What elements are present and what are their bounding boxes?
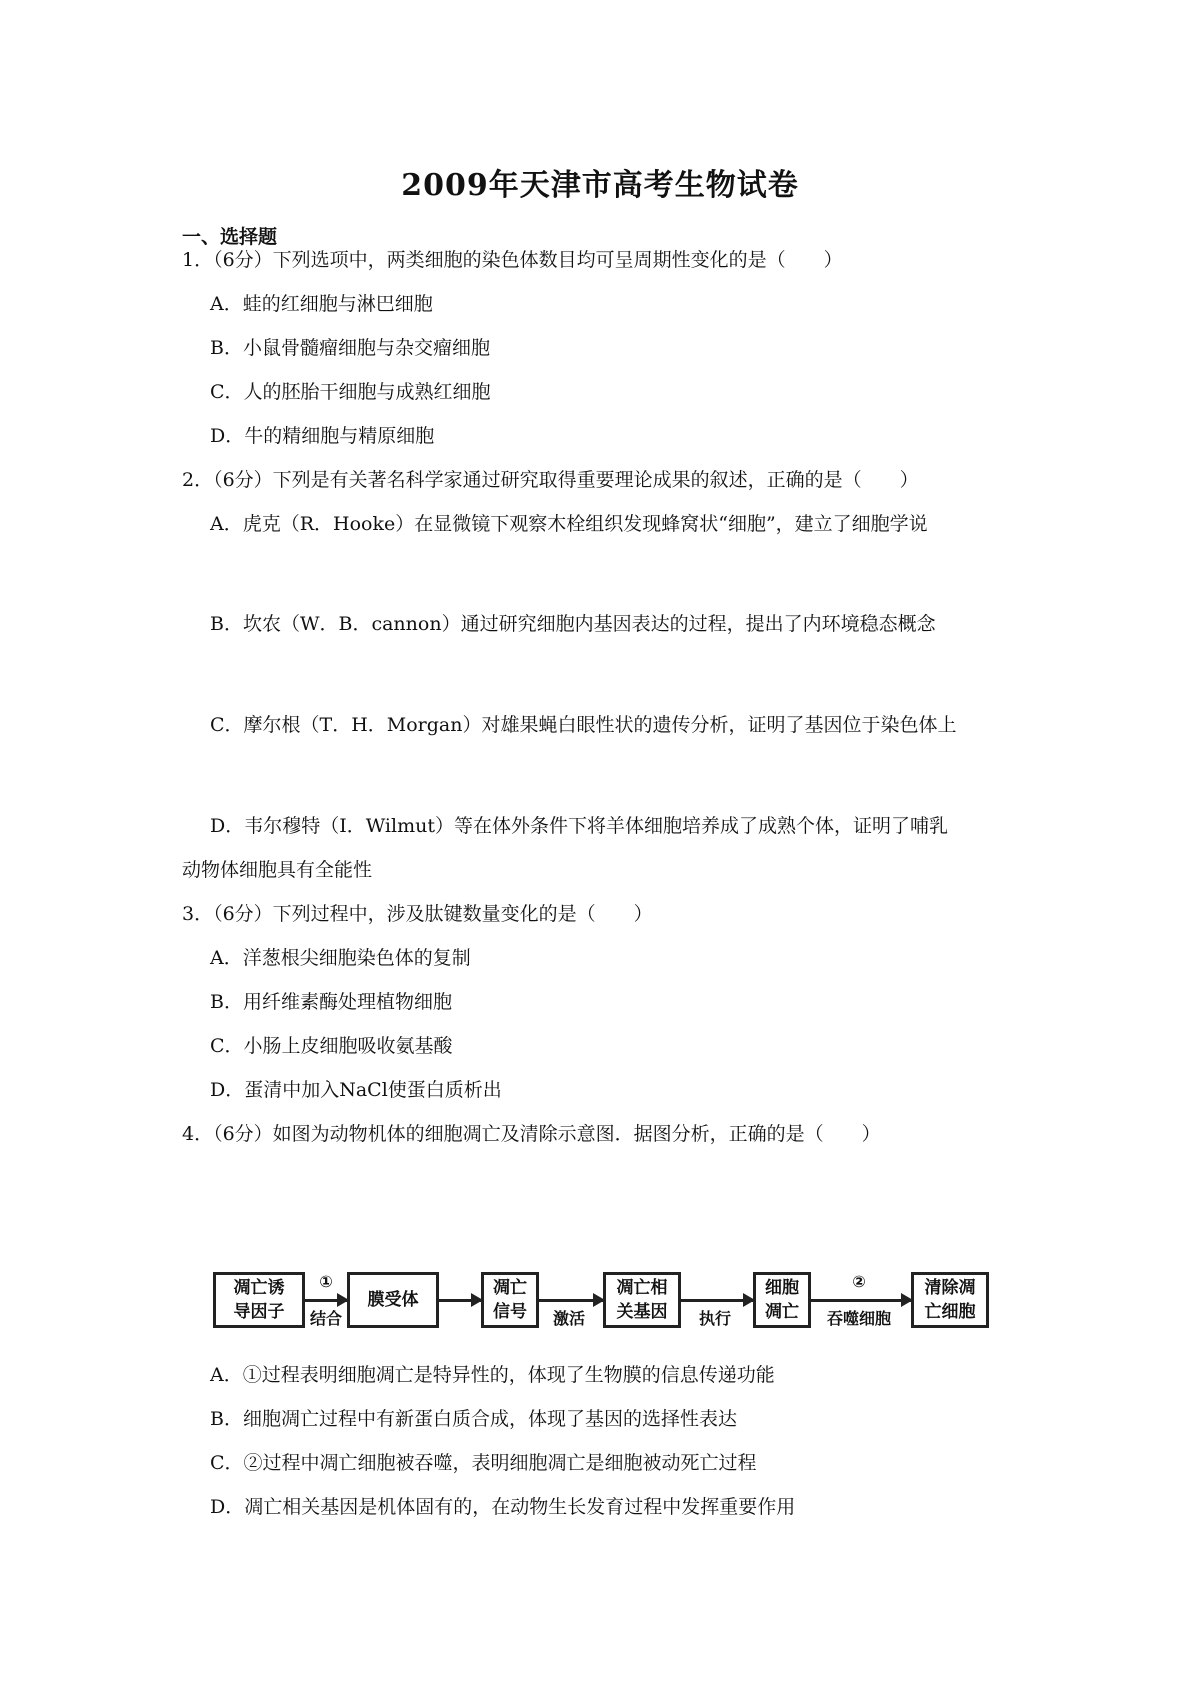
page-title: 2009年天津市高考生物试卷 [401, 168, 799, 203]
q4-option-a: A．①过程表明细胞凋亡是特异性的，体现了生物膜的信息传递功能 [210, 1364, 775, 1386]
box-line: 凋亡相 [616, 1278, 668, 1298]
diagram-arrow-2 [439, 1299, 481, 1302]
diagram-arrow-3 [539, 1299, 603, 1302]
diagram-arrow-5 [811, 1299, 911, 1302]
box-line: 凋亡 [493, 1278, 527, 1298]
box-line: 凋亡 [765, 1302, 799, 1322]
apoptosis-flow-diagram [213, 1270, 983, 1336]
arrow-5-bottom-label: 吞噬细胞 [826, 1309, 891, 1328]
box-line: 关基因 [616, 1302, 668, 1322]
q4-option-d: D．凋亡相关基因是机体固有的，在动物生长发育过程中发挥重要作用 [210, 1496, 796, 1518]
q1-option-b: B．小鼠骨髓瘤细胞与杂交瘤细胞 [210, 337, 490, 359]
box-line: 凋亡诱 [233, 1278, 285, 1298]
q2-option-d: D．韦尔穆特（I．Wilmut）等在体外条件下将羊体细胞培养成了成熟个体，证明了哺乳 [210, 815, 948, 837]
arrow-3-bottom-label: 激活 [552, 1309, 585, 1328]
q1-option-c: C．人的胚胎干细胞与成熟红细胞 [210, 381, 491, 403]
q2-option-a: A．虎克（R．Hooke）在显微镜下观察木栓组织发现蜂窝状“细胞”，建立了细胞学说 [210, 513, 928, 535]
section-heading: 一、选择题 [182, 226, 278, 248]
q3-option-d: D．蛋清中加入NaCl使蛋白质析出 [210, 1079, 502, 1101]
q4-option-c: C．②过程中凋亡细胞被吞噬，表明细胞凋亡是细胞被动死亡过程 [210, 1452, 757, 1474]
q1-option-d: D．牛的精细胞与精原细胞 [210, 425, 435, 447]
diagram-arrow-4 [681, 1299, 753, 1302]
diagram-box-genes [603, 1272, 681, 1328]
q1-option-a: A．蛙的红细胞与淋巴细胞 [210, 293, 433, 315]
diagram-arrow-1 [305, 1299, 347, 1302]
box-line: 清除凋 [924, 1278, 976, 1298]
q3-stem: 3．（6分）下列过程中，涉及肽键数量变化的是（ ） [182, 903, 653, 925]
diagram-box-signal [481, 1272, 539, 1328]
diagram-box-apoptosis [753, 1272, 811, 1328]
q3-option-a: A．洋葱根尖细胞染色体的复制 [210, 947, 471, 969]
q2-option-c: C．摩尔根（T．H．Morgan）对雄果蝇白眼性状的遗传分析，证明了基因位于染色体上 [210, 714, 957, 736]
arrow-1-top-label: ① [319, 1272, 333, 1291]
q1-stem: 1．（6分）下列选项中，两类细胞的染色体数目均可呈周期性变化的是（ ） [182, 249, 843, 271]
box-line: 膜受体 [367, 1290, 419, 1310]
arrow-1-bottom-label: 结合 [309, 1309, 342, 1328]
diagram-box-receptor [347, 1272, 439, 1328]
q2-option-b: B．坎农（W．B．cannon）通过研究细胞内基因表达的过程，提出了内环境稳态概念 [210, 613, 936, 635]
box-line: 导因子 [233, 1302, 285, 1322]
diagram-box-clearance [911, 1272, 989, 1328]
box-line: 信号 [493, 1302, 527, 1322]
q4-option-b: B．细胞凋亡过程中有新蛋白质合成，体现了基因的选择性表达 [210, 1408, 737, 1430]
q2-option-d-continued: 动物体细胞具有全能性 [182, 859, 373, 881]
q2-stem: 2．（6分）下列是有关著名科学家通过研究取得重要理论成果的叙述，正确的是（ ） [182, 469, 919, 491]
arrow-5-top-label: ② [852, 1272, 866, 1291]
q3-option-c: C．小肠上皮细胞吸收氨基酸 [210, 1035, 453, 1057]
box-line: 亡细胞 [924, 1302, 976, 1322]
box-line: 细胞 [765, 1278, 799, 1298]
q3-option-b: B．用纤维素酶处理植物细胞 [210, 991, 452, 1013]
q4-stem: 4．（6分）如图为动物机体的细胞凋亡及清除示意图．据图分析，正确的是（ ） [182, 1123, 881, 1145]
arrow-4-bottom-label: 执行 [698, 1309, 731, 1328]
diagram-box-inducer [213, 1272, 305, 1328]
